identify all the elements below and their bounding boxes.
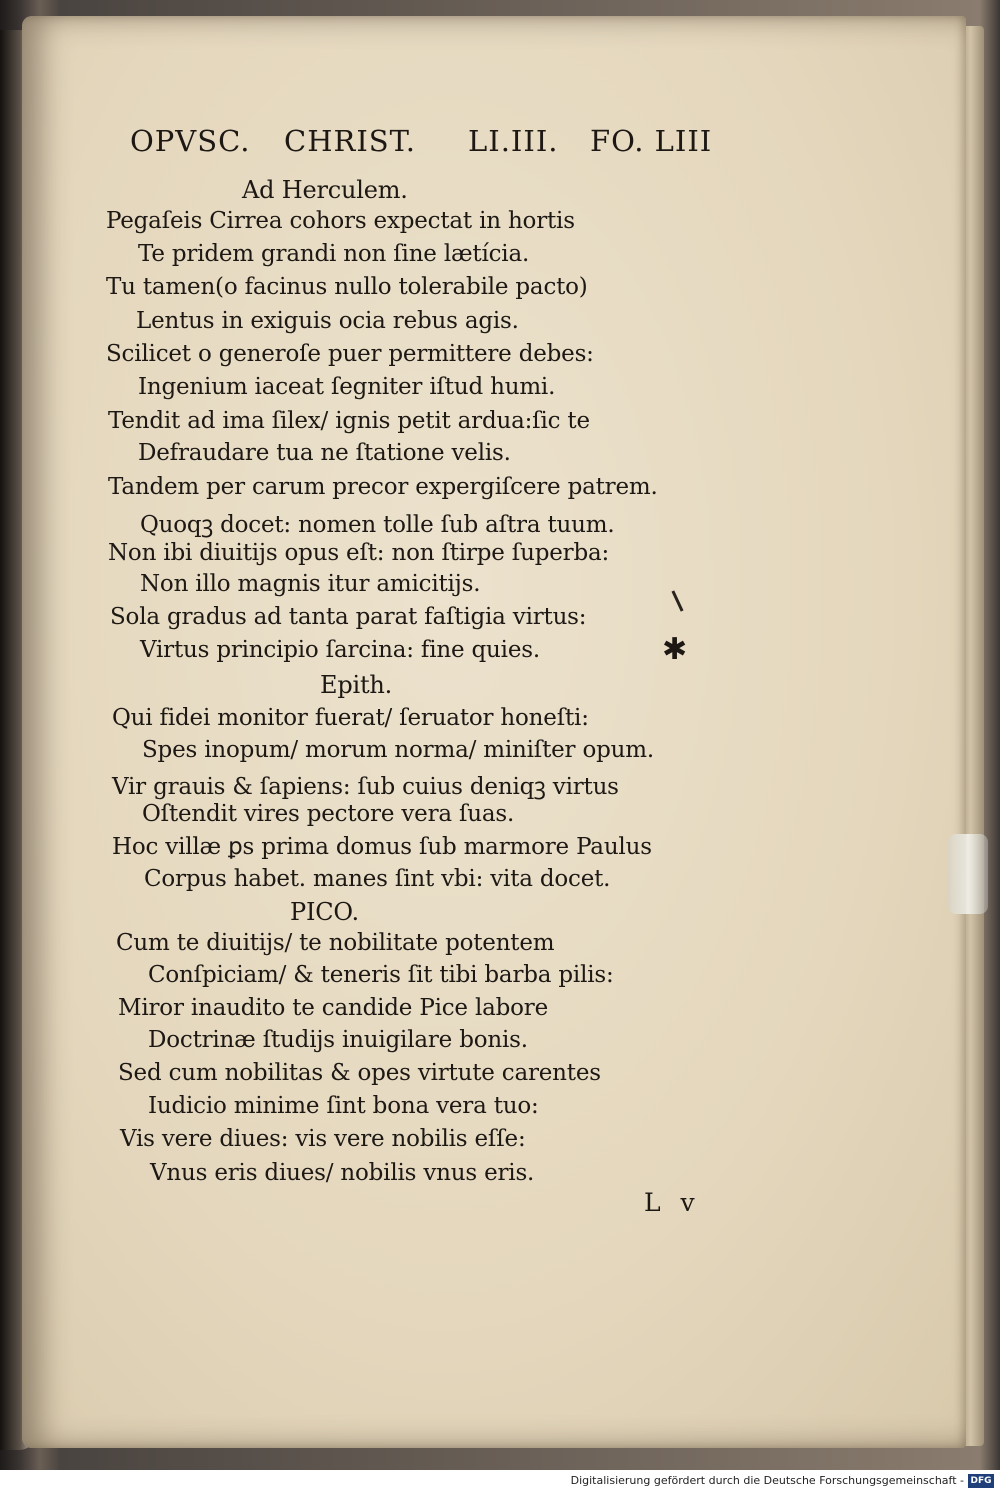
verse-line: Te pridem grandi non ſine lætícia. xyxy=(138,241,530,267)
funding-credit: Digitalisierung gefördert durch die Deutsche Forschungsgemeinschaft - xyxy=(570,1474,964,1487)
verse-line: Sed cum nobilitas & opes virtute carentes xyxy=(118,1060,601,1086)
verse-line: Vis vere diues: vis vere nobilis eſſe: xyxy=(120,1126,526,1152)
running-header xyxy=(130,124,730,172)
verse-line: Lentus in exiguis ocia rebus agis. xyxy=(136,308,519,334)
verse-line: Spes inopum/ morum norma/ miniſter opum. xyxy=(142,737,654,763)
header-part-1: OPVSC. xyxy=(130,124,251,158)
verse-line: Non illo magnis itur amicitijs. xyxy=(140,571,481,597)
verse-line: Tandem per carum precor expergiſcere patrem. xyxy=(108,474,658,500)
verse-line: Miror inaudito te candide Pice labore xyxy=(118,995,549,1021)
verse-line: Qui fidei monitor fuerat/ ſeruator honeſti: xyxy=(112,705,589,731)
verse-line: Cum te diuitijs/ te nobilitate potentem xyxy=(116,930,555,956)
verse-line: Doctrinæ ſtudijs inuigilare bonis. xyxy=(148,1027,528,1053)
verse-line: Defraudare tua ne ſtatione velis. xyxy=(138,440,511,466)
verse-line: Vir grauis & ſapiens: ſub cuius deniqꝫ virtus xyxy=(112,774,619,800)
dfg-logo-icon: DFG xyxy=(968,1474,994,1488)
verse-line: Hoc villæ ꝑs prima domus ſub marmore Paulus xyxy=(112,834,652,860)
poem-title: Ad Herculem. xyxy=(242,176,408,204)
poem-heading-pico: PICO. xyxy=(290,898,359,926)
verse-line: Iudicio minime ſint bona vera tuo: xyxy=(148,1093,539,1119)
verse-line: Tu tamen(o facinus nullo tolerabile pacto) xyxy=(106,274,588,300)
verse-line: Conſpiciam/ & teneris ſit tibi barba pilis: xyxy=(148,962,614,988)
asterisk-mark-icon: ✱ xyxy=(662,632,688,667)
epitaph-heading: Epith. xyxy=(320,671,393,699)
verse-line: Oſtendit vires pectore vera ſuas. xyxy=(142,801,515,827)
verse-line: Corpus habet. manes ſint vbi: vita docet. xyxy=(144,866,611,892)
page-clip xyxy=(948,834,988,914)
verse-line: Ingenium iaceat ſegniter iſtud humi. xyxy=(138,374,556,400)
verse-line: Pegaſeis Cirrea cohors expectat in hortis xyxy=(106,208,575,234)
verse-line: Scilicet o generoſe puer permittere debes: xyxy=(106,341,594,367)
header-part-2: CHRIST. xyxy=(284,124,416,158)
verse-line: Virtus principio ſarcina: fine quies. xyxy=(140,637,540,663)
verse-line: Tendit ad ima ſilex/ ignis petit ardua:ſic te xyxy=(108,408,590,434)
header-folio: FO. LIII xyxy=(590,124,713,158)
verse-line: Quoqꝫ docet: nomen tolle ſub aſtra tuum. xyxy=(140,512,615,538)
signature-mark: L v xyxy=(644,1188,701,1217)
verse-line: Non ibi diuitijs opus eſt: non ſtirpe ſuperba: xyxy=(108,540,610,566)
header-part-3: LI.III. xyxy=(468,124,559,158)
verse-line: Sola gradus ad tanta parat faſtigia virtus: xyxy=(110,604,587,630)
verse-line: Vnus eris diues/ nobilis vnus eris. xyxy=(150,1160,535,1186)
